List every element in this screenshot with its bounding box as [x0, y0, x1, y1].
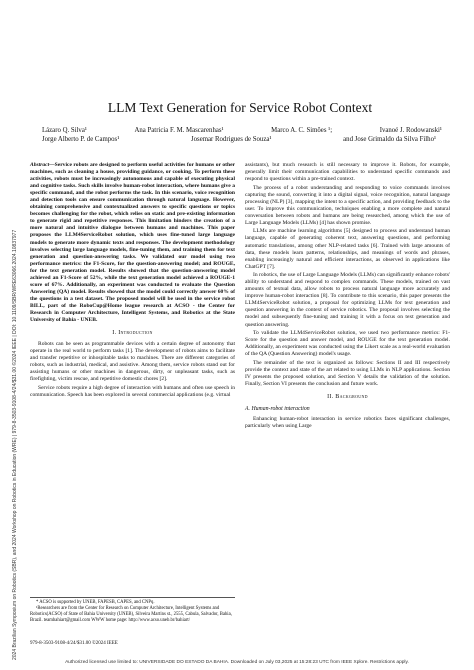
section-heading-background: II. Background	[327, 393, 368, 400]
paragraph: Enhancing human-robot interaction in service robotics faces significant challenges, particularly when using Large	[245, 416, 450, 430]
footnote: * ACSO is supported by UNEB, FAPESB, CAPES, and CNPq.	[36, 600, 155, 605]
section-heading-introduction: I. Introduction	[112, 330, 153, 337]
paragraph: assistants), but much research is still necessary to improve it. Robots, for example, generally limit their communication capabilities to understand specific commands and respond to questions within a pre-trained context.	[245, 162, 450, 183]
paragraph: The process of a robot understanding and responding to voice commands involves capturing the sound, converting it into a digital signal, voice recognition, natural language processing (NLP) [3], mapping the intent to a specific action, and providing feedback to the user. To improve this communication, techniques enabling a more complete and natural conversation between robots and humans are being researched, among which the use of Large Language Models (LLMs) [4] has shown promise.	[245, 184, 450, 226]
paragraph: Service robots require a high degree of interaction with humans and often use speech in communication. Speech has been explored in several commercial applications (e.g. virtual	[30, 384, 235, 398]
abstract-label: Abstract	[30, 162, 50, 168]
footnotes	[30, 597, 235, 624]
author-row-2	[30, 135, 450, 144]
download-notice: Authorized licensed use limited to: UNIVERSIDADE DO ESTADO DA BAHIA. Downloaded on July 03,2025 at 15:28:23 UTC from IEEE Xplore. Restrictions apply.	[65, 660, 409, 665]
paragraph: Robots can be seen as programmable devices with a certain degree of autonomy that operate in the real world to perform tasks [1]. The development of robots aims to facilitate and transfer repetitive or inhospitable tasks to machines. There are different categories of robots, such as industrial, medical, and assistive. Among them, service robots stand out for assisting humans or other machines in dangerous, dirty, or unpleasant tasks, such as firefighting, victim rescue, and repetitive domestic chores [2].	[30, 341, 235, 383]
author-name: Marco A. C. Simões ¹;	[271, 127, 333, 134]
author-name: Ana Patricia F. M. Mascarenhas¹	[134, 127, 224, 134]
author-name: Ivanoé J. Rodowanski¹	[379, 127, 442, 134]
author-name: and Jose Grimaldo da Silva Filho¹	[343, 136, 436, 144]
right-column	[245, 162, 450, 430]
copyright-line: 979-8-3503-9108-4/24/$31.00 ©2024 IEEE	[30, 641, 118, 646]
left-column	[30, 162, 235, 399]
abstract	[30, 162, 235, 324]
abstract-text: —Service robots are designed to perform useful activities for humans or other machines, such as cleaning a house, providing guidance, or cooking. To perform these activities, robots must be increasingly autonomous and capable of executing physical and cognitive tasks. Such skills involve human-robot interaction, where humans give a specific command, and the robot performs the task. In this scenario, voice recognition and detection tools can ensure communication through natural language. However, obtaining comprehensive and contextualized answers to specific questions or topics becomes challenging for the robot, which relies on static and pre-existing information to generate rigid and repetitive responses. This limitation hinders the creation of a more natural and intuitive dialogue between humans and machines. This paper proposes the LLM4ServiceRobot solution, which uses fine-tuned large language models to generate more dynamic texts and responses. The development methodology involves selecting large language models, fine-tuning them, and training them for text generation and question-answering tasks. We validated our model using two performance metrics: the F1-Score, for the question-answering model; and ROUGE, for the text generation model. Results showed that the question-answering model achieved an F1-Score of 52%, while the text generation model achieved a ROUGE-1 score of 67%. Additionally, an experiment was conducted to evaluate the Question Answering (QA) model. Results showed that the model could correctly answer 60% of the questions in a test dataset. The proposed model will be used in the service robot BILL, part of the RoboCup@Home league research at ACSO - the Center for Research in Computer Architecture, Intelligent Systems, and Robotics at the State University of Bahia - UNEB.	[30, 162, 235, 324]
author-block	[30, 126, 450, 144]
paper-title: LLM Text Generation for Service Robot Context	[107, 100, 373, 115]
paragraph: LLMs are machine learning algorithms [5] designed to process and understand human language, capable of generating coherent text, answering questions, and performing automatic translations, among other NLP-related tasks [6]. Trained with large amounts of data, these models learn patterns, relationships, and meanings of words and phrases, enabling increasingly natural and efficient interactions, as observed in applications like ChatGPT [7].	[245, 228, 450, 270]
author-name: Josemar Rodrigues de Souza¹	[191, 136, 272, 144]
author-name: Jorge Alberto P. de Campos¹	[42, 136, 120, 144]
footnote: ¹Researchers are from the Center for Research on Computer Architecture, Intelligent Systems and Robotics(ACSO) of State of Bahia University (UNEB), Silveira Martins st., 2555, Cabula, Salvador, Bahia, Brazil. teambahiart@gmail.com WWW home page: http://www.acso.uneb.br/bahiart/	[30, 605, 232, 623]
paragraph: To validate the LLM4ServiceRobot solution, we used two performance metrics: F1-Score for the question and answer model, and ROUGE for the text generation model. Additionally, an experiment was conducted using the Likert scale as a real-world evaluation of the QA (Question Answering) model's usage.	[245, 330, 450, 358]
paragraph: In robotics, the use of Large Language Models (LLMs) can significantly enhance robots' ability to understand and respond to complex commands. These models, trained on vast amounts of textual data, allow robots to process natural language more accurately and improve human-robot interaction [8]. To contribute to this scenario, this paper presents the LLM4ServiceRobot solution, a proposal for optimizing LLMs for text generation and question answering in the context of service robotics. The proposal involves selecting the model and subsequently fine-tuning and training it with a focus on text generation and question answering.	[245, 272, 450, 328]
author-row-1	[30, 126, 450, 135]
subsection-heading: A. Human-robot interaction	[245, 406, 310, 412]
paragraph: The remainder of the text is organized as follows: Sections II and III respectively provide the context and state of the art related to using LLMs in NLP applications. Section IV presents the proposed solution, and Section V details the validation of the solution. Finally, Section VI presents the conclusion and future work.	[245, 359, 450, 387]
author-name: Lázaro Q. Silva¹	[42, 127, 87, 134]
side-note: 2024 Brazilian Symposium on Robotics (SBR), and 2024 Workshop on Robotics in Education (WRE) | 979-8-3503-9108-4/24/$31.00 ©2024 IEEE | DOI: 10.1109/SBR/WRE63066.2024.10837977	[12, 229, 18, 660]
